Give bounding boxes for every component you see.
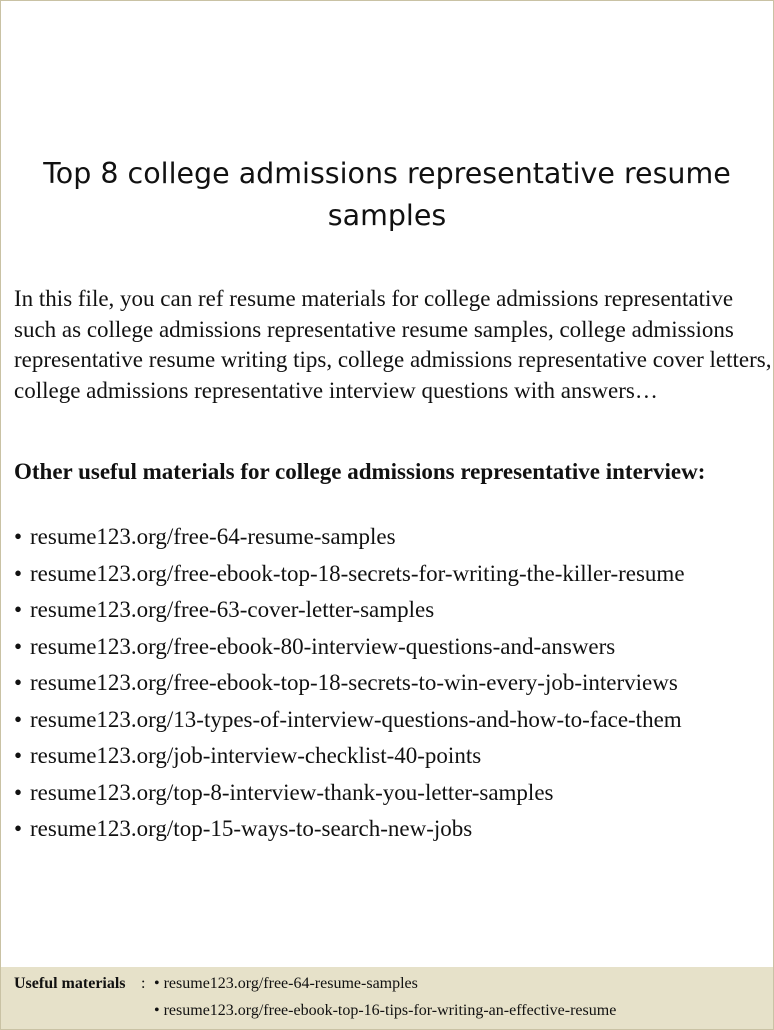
resource-link[interactable]: resume123.org/free-ebook-top-18-secrets-for-writing-the-killer-resume	[30, 560, 685, 586]
list-item	[14, 665, 774, 702]
resource-link[interactable]: resume123.org/top-8-interview-thank-you-letter-samples	[30, 779, 554, 805]
list-item	[14, 738, 774, 775]
bullet-icon: •	[14, 597, 23, 622]
resource-link[interactable]: resume123.org/free-63-cover-letter-samples	[30, 597, 435, 622]
list-item	[14, 592, 774, 629]
resource-link[interactable]: resume123.org/free-ebook-80-interview-questions-and-answers	[30, 633, 616, 659]
materials-heading: Other useful materials for college admissions representative interview:	[14, 459, 706, 484]
bullet-icon: •	[14, 524, 23, 549]
resource-link[interactable]: resume123.org/job-interview-checklist-40-points	[30, 743, 482, 768]
materials-list	[14, 519, 774, 848]
bullet-icon: •	[14, 816, 23, 841]
bullet-icon: •	[14, 779, 23, 805]
list-item	[14, 556, 774, 593]
list-item	[14, 629, 774, 666]
intro-paragraph: In this file, you can ref resume materials for college admissions representative such as college admissions representative resume samples, college admissions representative resume writing tips, college admissions representative cover letters, college admissions representative interview questions with answers…	[14, 286, 772, 403]
list-item	[14, 519, 774, 556]
bullet-icon: •	[14, 670, 23, 695]
bullet-icon: •	[14, 633, 23, 659]
resource-link[interactable]: resume123.org/free-ebook-top-18-secrets-to-win-every-job-interviews	[30, 670, 678, 695]
resource-link[interactable]: resume123.org/13-types-of-interview-questions-and-how-to-face-them	[30, 706, 682, 732]
list-item	[14, 702, 774, 739]
list-item	[14, 775, 774, 812]
list-item	[14, 811, 774, 848]
footer-bar	[1, 967, 773, 1029]
footer-colon: :	[141, 975, 146, 992]
bullet-icon: •	[14, 560, 23, 586]
footer-link[interactable]: • resume123.org/free-ebook-top-16-tips-for-writing-an-effective-resume	[154, 1002, 617, 1019]
bullet-icon: •	[14, 743, 23, 768]
document-title: Top 8 college admissions representative resume samples	[43, 157, 731, 232]
bullet-icon: •	[14, 706, 23, 732]
resource-link[interactable]: resume123.org/top-15-ways-to-search-new-jobs	[30, 816, 473, 841]
footer-label: Useful materials	[14, 975, 126, 992]
footer-link[interactable]: • resume123.org/free-64-resume-samples	[154, 975, 418, 992]
resource-link[interactable]: resume123.org/free-64-resume-samples	[30, 524, 396, 549]
